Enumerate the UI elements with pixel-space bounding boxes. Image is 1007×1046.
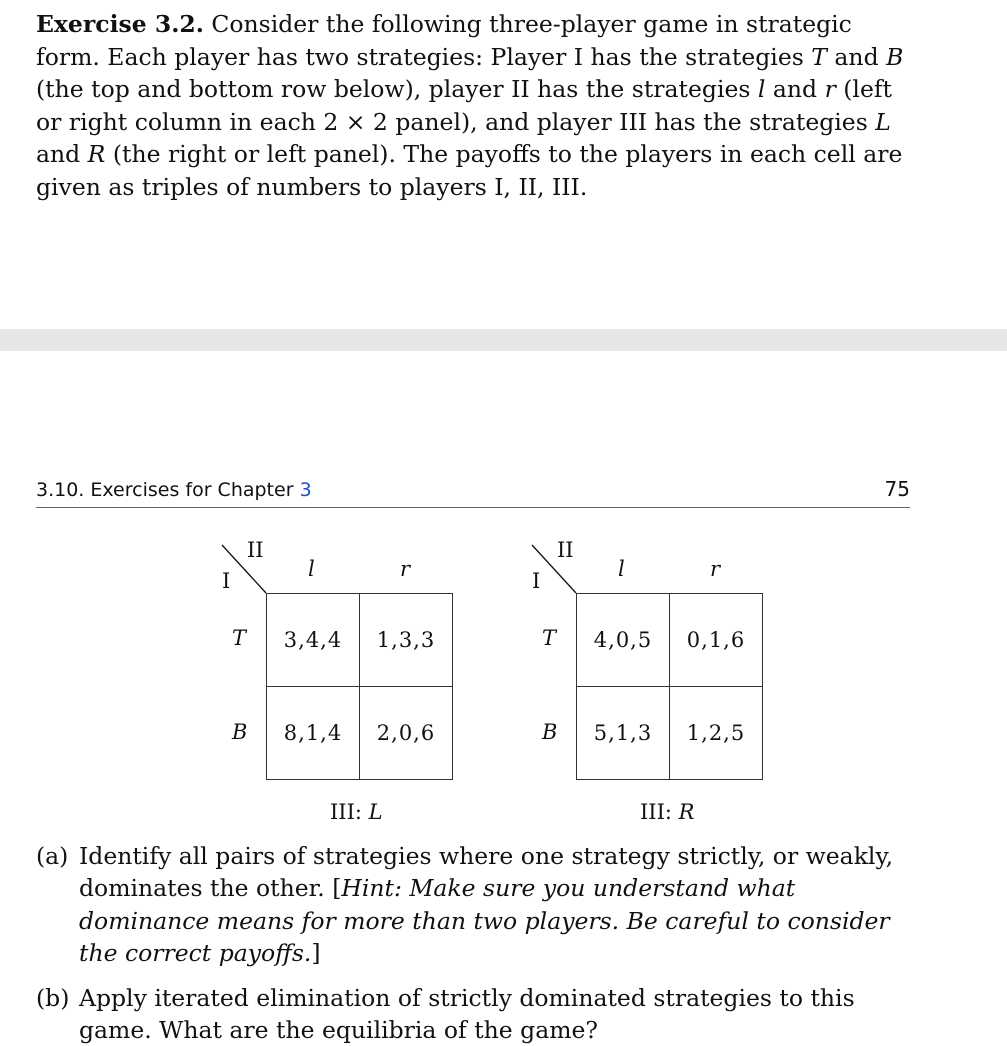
page-separator <box>0 329 1007 351</box>
payoff-cell-B-r: 2,0,6 <box>360 687 453 780</box>
payoff-cell-T-l: 4,0,5 <box>577 594 670 687</box>
caption-prefix: III: <box>330 800 369 824</box>
exercise-text: and <box>765 75 825 104</box>
strategy-R: R <box>87 140 106 169</box>
question-b <box>36 982 916 1046</box>
question-list <box>36 840 916 1046</box>
payoff-cell-T-r: 0,1,6 <box>670 594 763 687</box>
payoff-cell-B-l: 5,1,3 <box>577 687 670 780</box>
column-player-label: II <box>557 538 574 562</box>
column-label-l: l <box>618 557 625 581</box>
payoff-table <box>576 593 763 780</box>
column-label-r: r <box>400 557 411 581</box>
exercise-text: (the right or left panel). The payoffs to the players in each cell are given as triples of numbers to players I, II, III. <box>36 140 903 201</box>
caption-strategy: L <box>368 800 383 824</box>
caption-prefix: III: <box>640 800 679 824</box>
exercise-text: (left or right column in each 2 × 2 panel), and player III has the strategies <box>36 75 892 136</box>
hint-text: : Make sure you understand what dominance means for more than two players. Be careful to consider the correct payoffs. <box>79 874 890 968</box>
strategy-l: l <box>757 75 766 104</box>
hint-bracket-open: [ <box>332 874 342 903</box>
hint-bracket-close: ] <box>311 939 321 968</box>
exercise-text: and <box>36 140 88 169</box>
question-text: Identify all pairs of strategies where one strategy strictly, or weakly, dominates the other. <box>79 842 894 903</box>
question-marker: (a) <box>36 842 69 870</box>
row-label-B: B <box>542 720 558 744</box>
question-marker: (b) <box>36 983 70 1012</box>
hint-label: Hint <box>341 874 394 903</box>
question-a <box>36 840 916 970</box>
column-label-r: r <box>710 557 721 581</box>
payoff-table <box>266 593 453 780</box>
strategy-r: r <box>824 75 836 104</box>
exercise-label: Exercise 3.2. <box>36 10 204 38</box>
running-header <box>36 477 910 508</box>
row-player-label: I <box>222 569 231 593</box>
question-text: Apply iterated elimination of strictly dominated strategies to this game. What are the equilibria of the game? <box>79 983 855 1045</box>
payoff-cell-T-r: 1,3,3 <box>360 594 453 687</box>
column-label-l: l <box>308 557 315 581</box>
game-panel-L <box>218 535 478 824</box>
section-title <box>36 479 312 501</box>
page-number: 75 <box>884 477 910 501</box>
exercise-text: (the top and bottom row below), player II has the strategies <box>36 75 758 104</box>
payoff-cell-B-l: 8,1,4 <box>267 687 360 780</box>
strategy-T: T <box>811 42 827 71</box>
strategy-B: B <box>886 42 904 71</box>
caption-strategy: R <box>678 800 695 824</box>
section-title-text: 3.10. Exercises for Chapter <box>36 479 300 501</box>
payoff-cell-B-r: 1,2,5 <box>670 687 763 780</box>
panel-caption <box>640 800 694 824</box>
column-player-label: II <box>247 538 264 562</box>
chapter-link[interactable]: 3 <box>299 479 312 501</box>
row-label-B: B <box>232 720 248 744</box>
row-label-T: T <box>542 626 557 650</box>
payoff-cell-T-l: 3,4,4 <box>267 594 360 687</box>
exercise-prompt <box>36 8 916 204</box>
panel-caption <box>330 800 383 824</box>
exercise-text: and <box>826 42 887 71</box>
game-panel-R <box>528 535 788 824</box>
strategy-L: L <box>875 107 891 136</box>
row-label-T: T <box>232 626 247 650</box>
row-player-label: I <box>532 569 541 593</box>
exercise-text: Consider the following three-player game in strategic form. Each player has two strategies: Player I has the strategies <box>36 10 852 71</box>
